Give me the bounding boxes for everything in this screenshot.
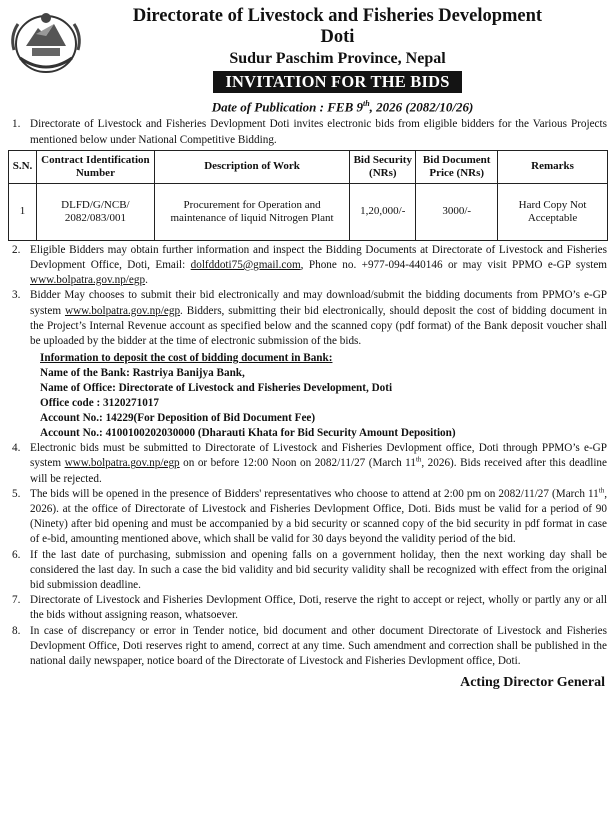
notice-banner: INVITATION FOR THE BIDS: [213, 71, 461, 93]
col-header-bid-security: Bid Security (NRs): [350, 150, 416, 183]
email-link[interactable]: dolfddoti75@gmail.com: [190, 258, 301, 271]
clause-8: 8. In case of discrepancy or error in Tender notice, bid document and other document Directorate of Livestock and Fisheries Devlopment Office, Doti reserves right to amend, correct at any time. Such amendment and correction shall be published in the national daily newspaper, notice board of the Directorate of Livestock and Fisheries Devlopment office, Doti.: [12, 624, 607, 667]
province-line: Sudur Paschim Province, Nepal: [229, 50, 446, 67]
table-row: [9, 183, 608, 240]
bank-info: [8, 351, 607, 441]
office-district: Doti: [320, 27, 355, 47]
account-security: Account No.: 4100100202030000 (Dharauti Khata for Bid Security Amount Deposition): [40, 427, 456, 440]
office-title: Directorate of Livestock and Fisheries Development: [132, 6, 543, 26]
nepal-emblem-icon: [6, 6, 86, 80]
cell-contract-id: DLFD/G/NCB/ 2082/083/001: [36, 183, 154, 240]
egp-link[interactable]: www.bolpatra.gov.np/egp: [64, 304, 181, 317]
office-name: Name of Office: Directorate of Livestock and Fisheries Development, Doti: [40, 382, 393, 395]
office-code: Office code : 3120271017: [40, 397, 159, 410]
egp-link[interactable]: www.bolpatra.gov.np/egp: [64, 457, 180, 470]
notice-header: [78, 6, 597, 93]
cell-sn: 1: [9, 183, 37, 240]
publication-date: Date of Publication : FEB 9th, 2026 (2082/10/26): [211, 99, 474, 115]
col-header-remarks: Remarks: [498, 150, 608, 183]
cell-doc-price: 3000/-: [416, 183, 498, 240]
col-header-sn: S.N.: [9, 150, 37, 183]
clause-3: 3. Bidder May chooses to submit their bid electronically and may download/submit the bidding documents from PPMO’s e-GP system www.bolpatra.gov.np/egp. Bidders, submitting their bid electronically, should deposit the cost of bidding document in the Project’s Internal Revenue account as specified below and the scanned copy (pdf format) of the Bank deposit voucher shall be uploaded by the bidder at the time of electronic submission of the bids.: [12, 289, 607, 347]
clause-6: 6. If the last date of purchasing, submission and opening falls on a government holiday, then the next working day shall be considered the last day. In such a case the bid validity and bid security validity shall be recognized with effect from the original bid submission deadline.: [12, 548, 607, 591]
clause-2: 2. Eligible Bidders may obtain further information and inspect the Bidding Documents at Directorate of Livestock and Fisheries Devlopment Office, Doti, Email: dolfddoti75@gmail.com, Phone no. +977-094-440146 or may visit PPMO e-GP system www.bolpatra.gov.np/egp.: [12, 243, 607, 287]
col-header-contract-id: Contract Identification Number: [36, 150, 154, 183]
clause-5: 5. The bids will be opened in the presence of Bidders' representatives who choose to attend at 2:00 pm on 2082/11/27 (March 11th, 2026). at the office of Directorate of Livestock and Fisheries Devlopment Office, Doti. Bids must be valid for a period of 90 (Ninety) after bid opening and must be accompanied by a bid security or scanned copy of the bid security in pdf format in case of e-bid, amounting mentioned above, which shall be valid for 30 days beyond the validity period of the bid.: [12, 486, 607, 546]
signature: Acting Director General: [460, 675, 605, 691]
table-header-row: [9, 150, 608, 183]
col-header-description: Description of Work: [154, 150, 350, 183]
col-header-doc-price: Bid Document Price (NRs): [416, 150, 498, 183]
clause-7: 7. Directorate of Livestock and Fisheries Devlopment Office, Doti, reserve the right to accept or reject, wholly or partly any or all the bids without assigning reason, whatsoever.: [12, 594, 607, 622]
bids-table: [8, 150, 608, 241]
cell-bid-security: 1,20,000/-: [350, 183, 416, 240]
egp-link[interactable]: www.bolpatra.gov.np/egp: [30, 274, 146, 287]
cell-remarks: Hard Copy Not Acceptable: [498, 183, 608, 240]
cell-description: Procurement for Operation and maintenance of liquid Nitrogen Plant: [154, 183, 350, 240]
clause-4: 4. Electronic bids must be submitted to Directorate of Livestock and Fisheries Devlopment office, Doti through PPMO’s e-GP system www.bolpatra.gov.np/egp on or before 12:00 Noon on 2082/11/27 (March 11th, 2026). Bids received after this deadline will be rejected.: [12, 442, 607, 485]
bank-name: Name of the Bank: Rastriya Banijya Bank,: [40, 367, 245, 380]
account-fee: Account No.: 14229(For Deposition of Bid Document Fee): [40, 412, 316, 425]
clause-1: 1. Directorate of Livestock and Fisheries Devlopment Doti invites electronic bids from eligible bidders for the Various Projects mentioned below under National Competitive Bidding.: [12, 118, 607, 146]
bank-info-heading: Information to deposit the cost of bidding document in Bank:: [40, 352, 333, 365]
